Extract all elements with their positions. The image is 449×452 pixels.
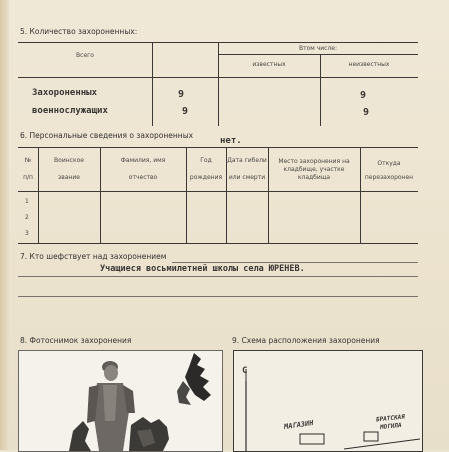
section-6-typed-none: нет. bbox=[220, 136, 242, 146]
hdr-rank: Воинское bbox=[54, 157, 84, 164]
location-scheme bbox=[233, 350, 423, 452]
hdr-year-sub: рождения bbox=[189, 174, 223, 181]
table6-bottom-line bbox=[18, 243, 418, 244]
north-marker: С bbox=[242, 366, 248, 376]
memorial-photo bbox=[18, 350, 223, 452]
hdr-year: Год bbox=[200, 157, 212, 164]
grave-label-line1: БРАТСКАЯ bbox=[375, 413, 406, 424]
unknown-value-1: 9 bbox=[360, 90, 367, 101]
section-9-title: 9. Схема расположения захоронения bbox=[232, 336, 380, 345]
table5-col-divider-2 bbox=[218, 42, 219, 126]
grave-label-line2: МОГИЛА bbox=[379, 421, 402, 432]
row-number: 1 bbox=[25, 198, 29, 205]
section-7-title: 7. Кто шефствует над захоронением bbox=[20, 252, 167, 261]
total-value-1: 9 bbox=[178, 89, 185, 100]
hdr-death: Дата гибели bbox=[227, 157, 267, 164]
col-known-header: известных bbox=[252, 61, 286, 68]
table5-col-divider-1 bbox=[152, 42, 153, 126]
hdr-place-1: Место захоронения на bbox=[278, 158, 350, 165]
hdr-num-sub: п/п bbox=[23, 174, 33, 181]
page-edge-shadow bbox=[0, 0, 9, 450]
col-unknown-header: неизвестных bbox=[348, 61, 390, 68]
fill-line bbox=[172, 262, 418, 263]
scheme-drawing bbox=[234, 351, 422, 451]
hdr-from-sub: перезахоронен bbox=[364, 174, 414, 181]
hdr-rank-sub: звание bbox=[58, 174, 80, 181]
hdr-name-sub: отчество bbox=[128, 174, 158, 181]
fill-line bbox=[18, 296, 418, 297]
shop-label: МАГАЗИН bbox=[283, 418, 314, 432]
col-total-header: Всего bbox=[76, 52, 94, 59]
row-label-servicemen: военнослужащих bbox=[32, 106, 108, 116]
soldier-statue-image bbox=[19, 351, 222, 451]
table5-sub-line bbox=[218, 54, 418, 55]
unknown-value-2: 9 bbox=[363, 107, 370, 118]
hdr-num: № bbox=[24, 157, 32, 164]
col-including-header: Втом числе: bbox=[298, 45, 337, 52]
table6-header-bottom-line bbox=[18, 191, 418, 192]
total-value-2: 9 bbox=[182, 106, 189, 117]
hdr-name: Фамилия, имя bbox=[120, 157, 166, 164]
section-5-title: 5. Количество захороненных: bbox=[20, 27, 138, 36]
section-8-title: 8. Фотоснимок захоронения bbox=[20, 336, 132, 345]
hdr-place-2: кладбище, участке bbox=[283, 166, 345, 173]
hdr-from: Откуда bbox=[377, 160, 401, 167]
row-number: 2 bbox=[25, 214, 29, 221]
row-label-buried: Захороненных bbox=[32, 88, 98, 98]
section-6-title: 6. Персональные сведения о захороненных bbox=[20, 131, 194, 140]
patron-typed: Учащиеся восьмилетней школы села ЮРЕНЕВ. bbox=[100, 264, 305, 274]
hdr-death-sub: или смерти bbox=[228, 174, 266, 181]
table6-top-line bbox=[18, 147, 418, 148]
row-number: 3 bbox=[25, 230, 29, 237]
fill-line bbox=[18, 276, 418, 277]
hdr-place-3: кладбища bbox=[297, 174, 331, 181]
